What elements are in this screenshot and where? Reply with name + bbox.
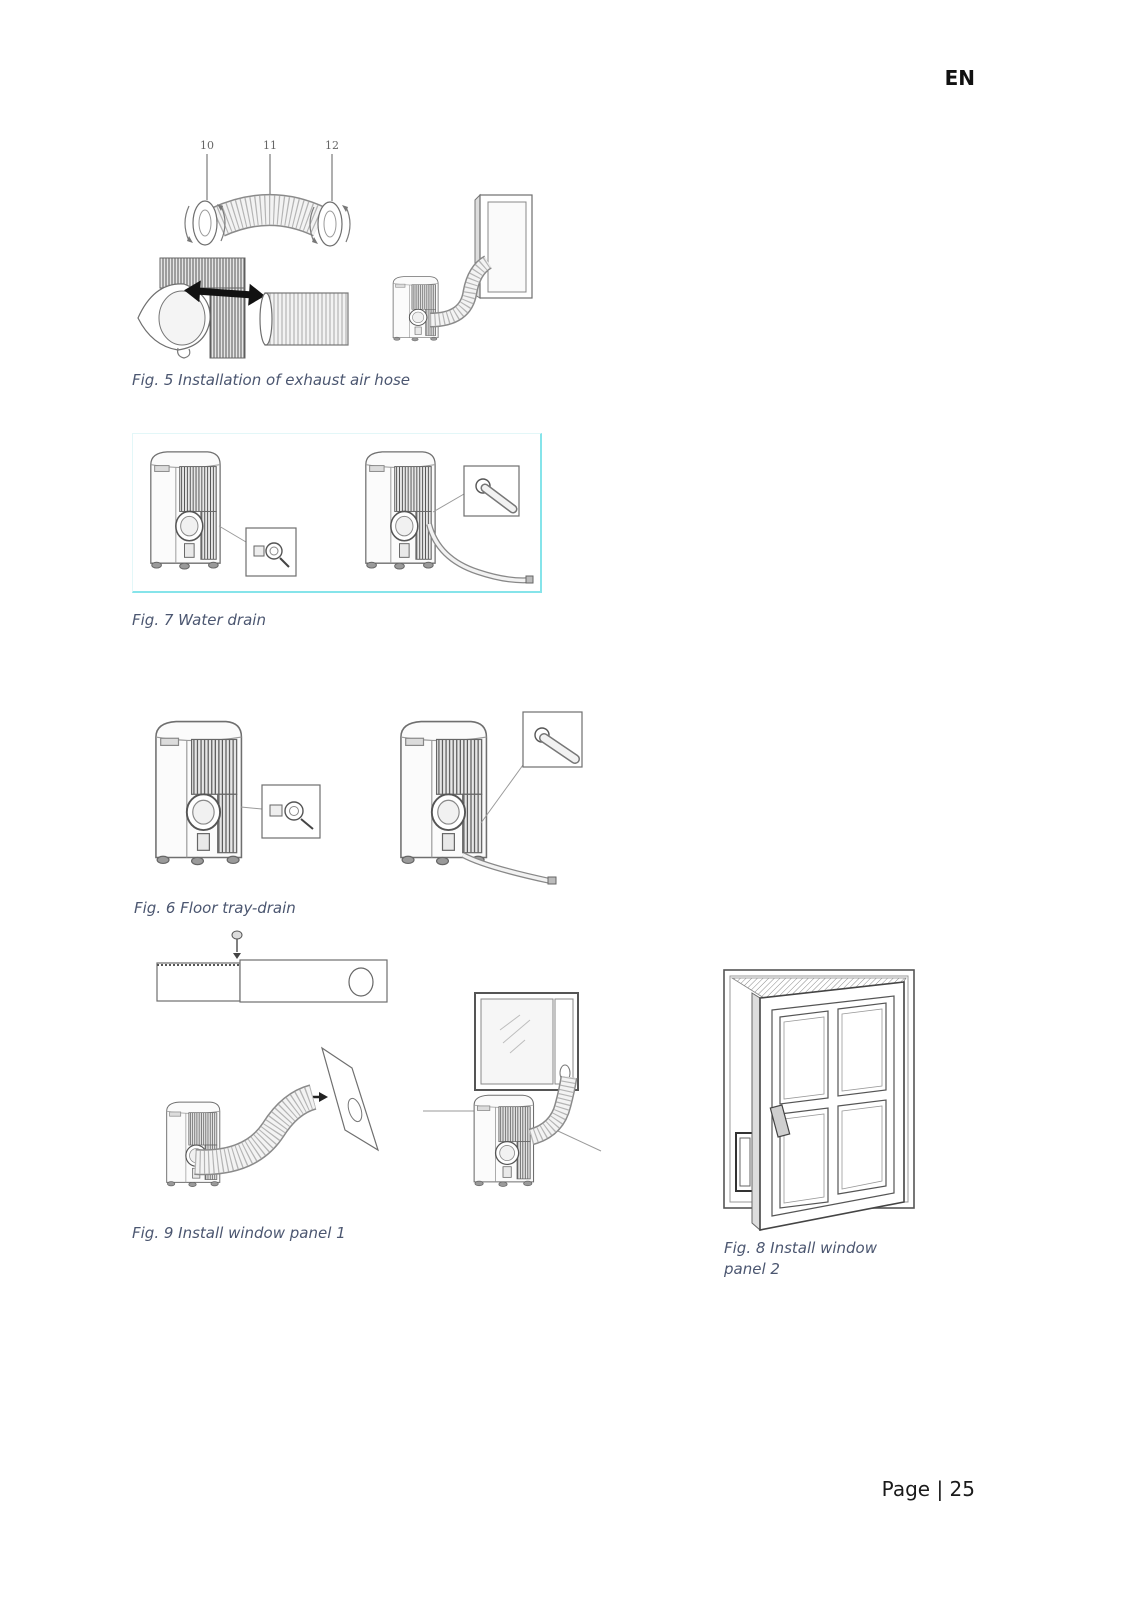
drain-plug-detail — [246, 528, 296, 576]
figure-5-caption: Fig. 5 Installation of exhaust air hose — [132, 371, 411, 389]
figure-5-drawing — [132, 130, 542, 365]
air-conditioner-left — [151, 452, 220, 569]
part-label-11: 11 — [263, 139, 277, 152]
floor-tray-plug-detail — [262, 785, 320, 838]
figure-9-illustration — [145, 925, 605, 1195]
installed-window — [475, 993, 578, 1090]
pane-top-right — [838, 1003, 886, 1096]
part-label-10: 10 — [200, 139, 214, 152]
figure-5-illustration — [132, 130, 542, 365]
figure-8-drawing — [722, 968, 917, 1233]
exhaust-hose-end — [260, 293, 348, 345]
detail-leader-left — [219, 526, 246, 542]
figure-6-caption: Fig. 6 Floor tray-drain — [134, 899, 296, 917]
floor-drain-hose-detail — [523, 712, 582, 767]
detail-leader-right — [433, 494, 464, 512]
hose-opening — [349, 968, 373, 996]
figure-9-caption: Fig. 9 Install window panel 1 — [132, 1224, 346, 1242]
detail-leader-right — [481, 765, 523, 823]
rear-grille-lower — [210, 288, 245, 358]
unit-rear-connection — [138, 258, 348, 358]
floor-drain-pipe — [463, 855, 556, 884]
rear-grille — [160, 258, 245, 288]
figure-7-caption: Fig. 7 Water drain — [132, 611, 266, 629]
window-adapter-plate — [322, 1048, 378, 1150]
pane-bottom-right — [838, 1100, 886, 1194]
figure-8-illustration — [722, 968, 917, 1233]
part-labels — [200, 139, 339, 201]
window-frame — [475, 195, 532, 298]
figure-7-drawing — [133, 434, 540, 591]
figure-8-caption: Fig. 8 Install window panel 2 — [724, 1239, 877, 1278]
hose-assembly-parts — [185, 201, 350, 246]
portable-air-conditioner — [393, 277, 438, 341]
figure-9-drawing — [145, 925, 605, 1195]
part-label-12: 12 — [325, 139, 339, 152]
page-number: Page | 25 — [881, 1477, 975, 1501]
hose-11 — [218, 210, 320, 222]
air-conditioner-right — [366, 452, 435, 569]
drain-hose-detail — [464, 466, 519, 516]
language-code: EN — [944, 66, 975, 90]
window-kit-panel — [157, 960, 387, 1002]
figure-6-drawing — [145, 705, 595, 895]
air-conditioner-installed — [474, 1095, 533, 1186]
figure-6-illustration — [145, 705, 595, 895]
unit-to-window-scene — [393, 195, 532, 341]
casement-sash — [752, 982, 904, 1230]
pane-top-left — [780, 1011, 828, 1104]
air-conditioner-left — [156, 722, 242, 865]
fixing-screw — [232, 931, 242, 959]
figure-7-illustration — [132, 433, 542, 593]
detail-leader-left — [241, 807, 262, 809]
drain-hose — [429, 524, 533, 583]
air-conditioner-right — [401, 722, 487, 865]
